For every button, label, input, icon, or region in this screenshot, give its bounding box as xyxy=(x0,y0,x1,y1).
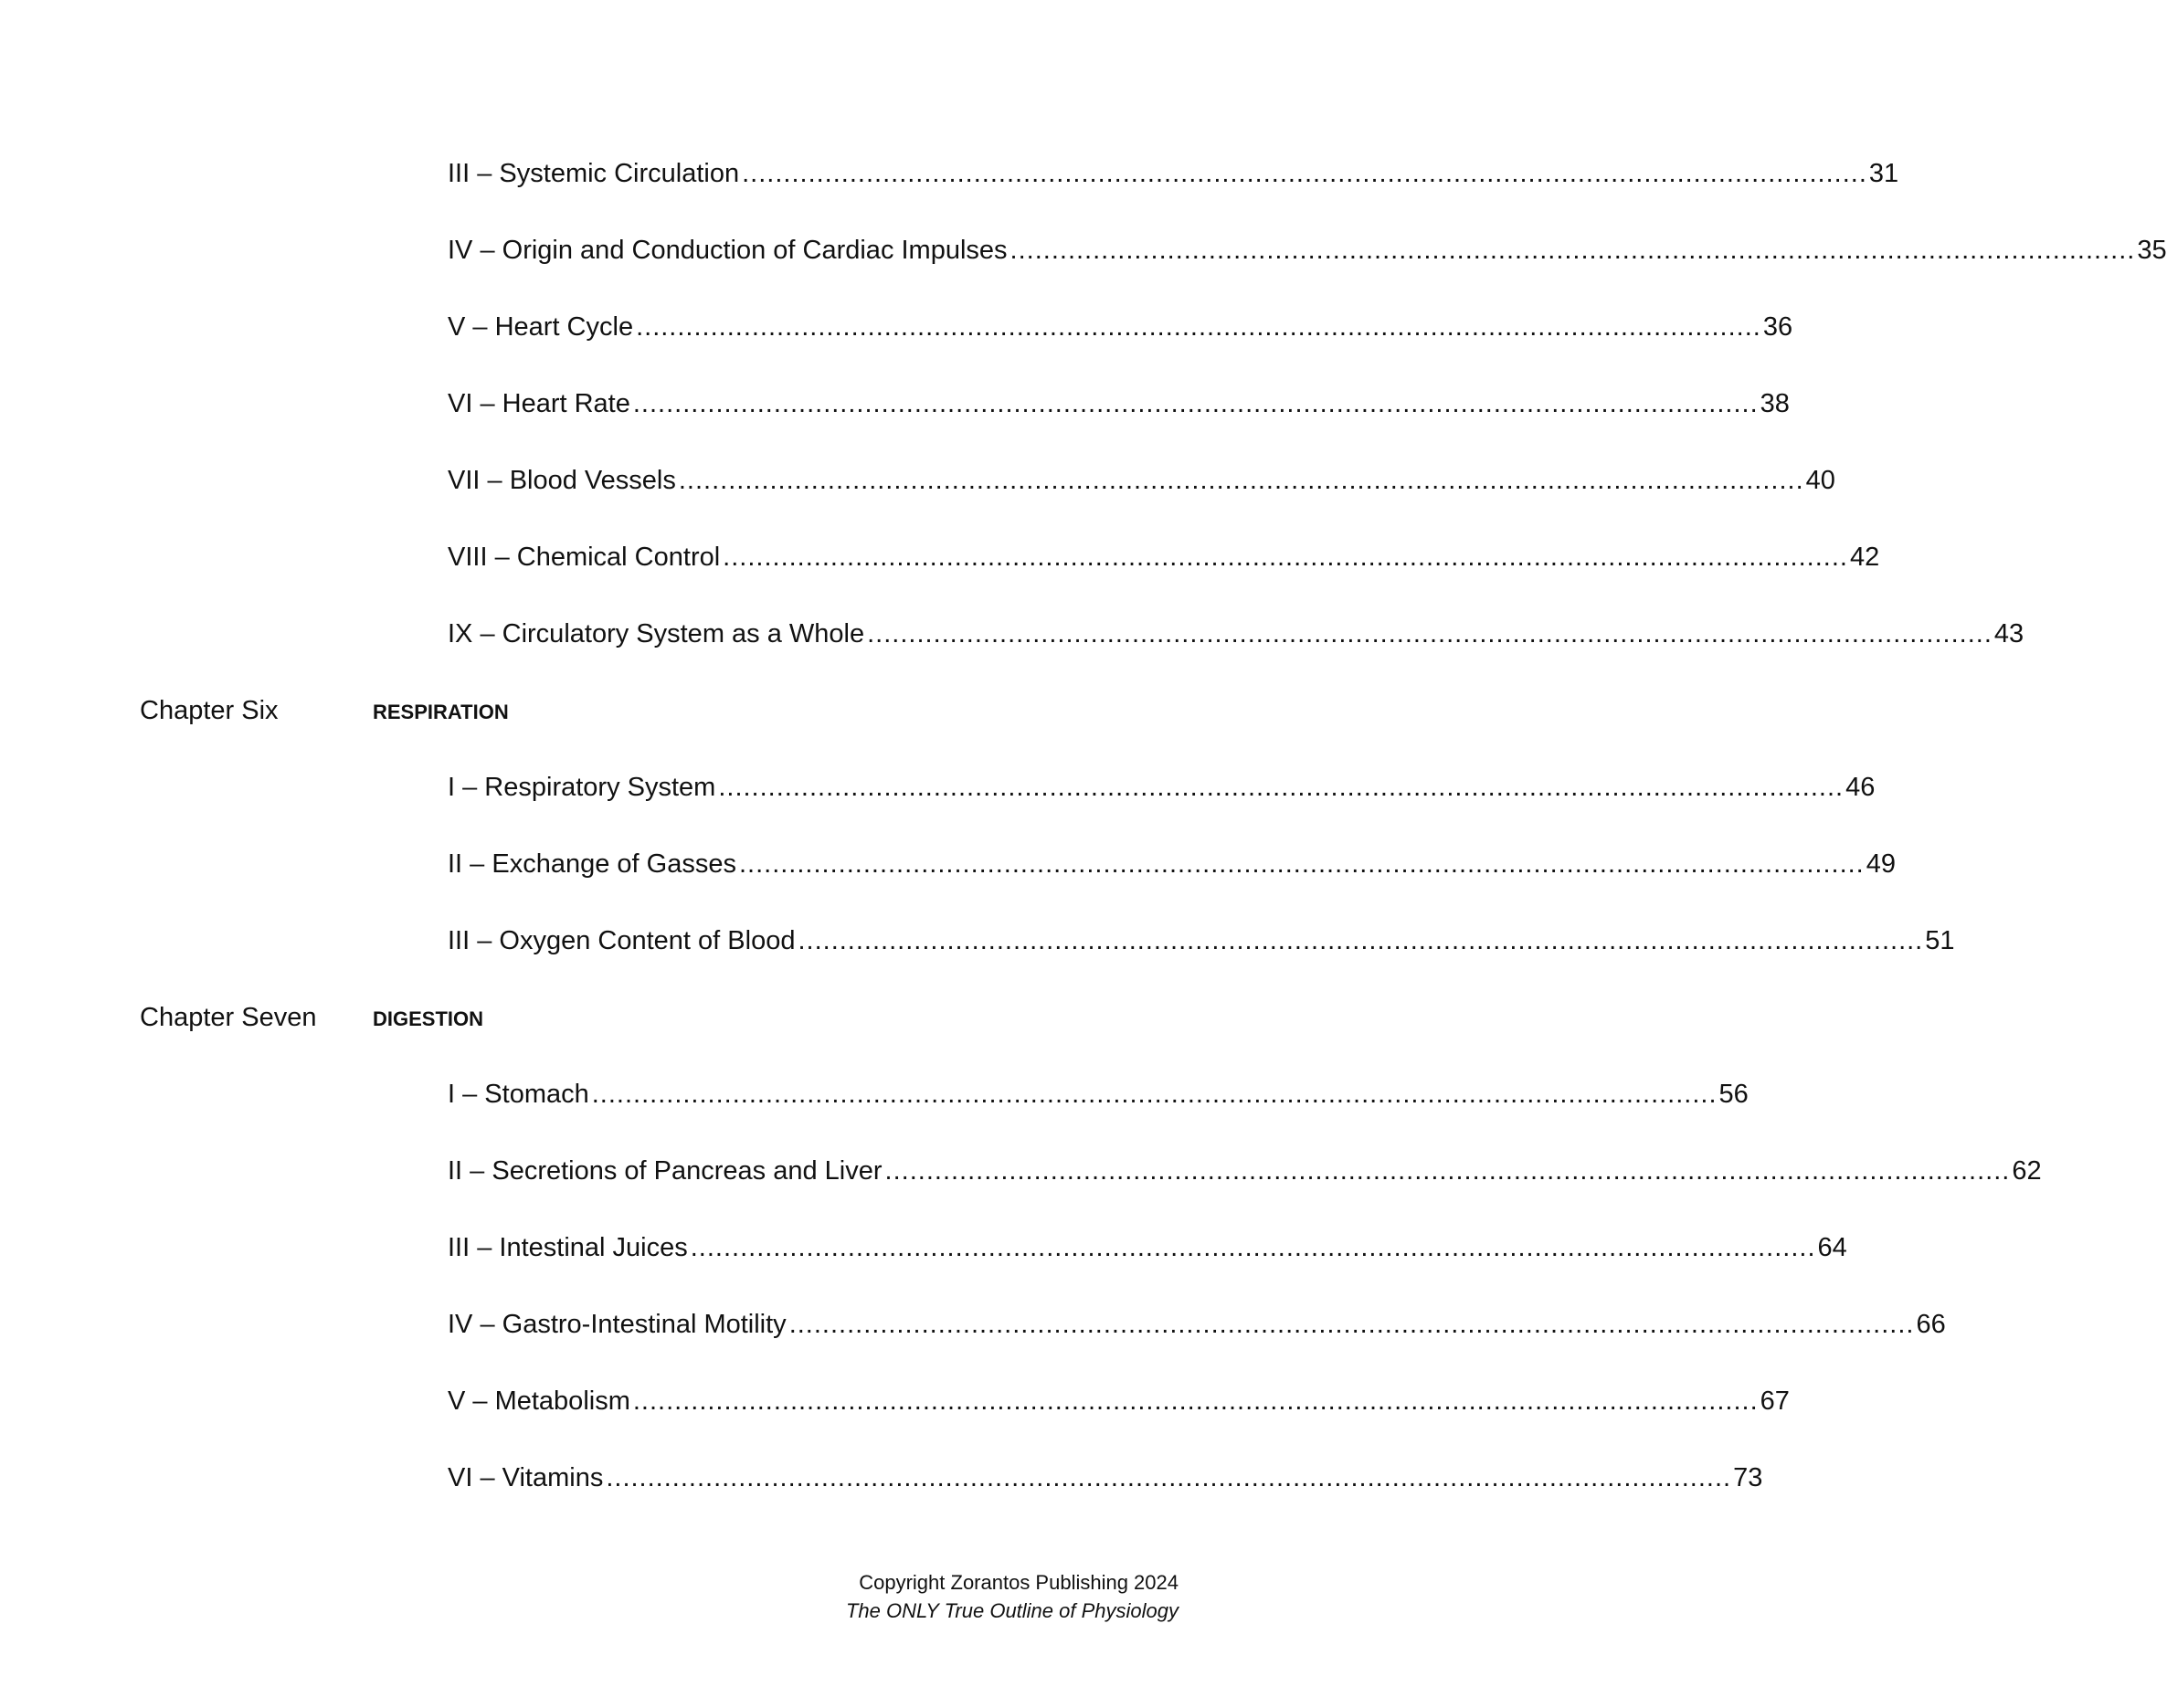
dot-leader: ........................................................................................................................................ xyxy=(1010,236,2136,265)
toc-entry-title: II – Secretions of Pancreas and Liver xyxy=(448,1156,883,1186)
toc-entry-page: 38 xyxy=(1760,389,1790,418)
dot-leader: ........................................................................................................................................ xyxy=(884,1156,2011,1186)
toc-entry-title: IX – Circulatory System as a Whole xyxy=(448,619,865,648)
dot-leader: ........................................................................................................................................ xyxy=(690,1233,1816,1262)
dot-leader: ........................................................................................................................................ xyxy=(788,1310,1915,1339)
chapter-heading: DIGESTION xyxy=(373,1007,484,1030)
toc-entry-page: 36 xyxy=(1762,312,1793,342)
dot-leader: ........................................................................................................................................ xyxy=(591,1080,1718,1109)
toc-entry-title: I – Stomach xyxy=(448,1080,589,1109)
dot-leader: ........................................................................................................................................ xyxy=(738,849,1865,879)
toc-entry-blood-vessels[interactable] xyxy=(448,462,1835,499)
chapter-label: Chapter Seven xyxy=(140,1003,317,1032)
toc-entry-title: IV – Origin and Conduction of Cardiac Impulses xyxy=(448,236,1008,265)
toc-entry-page: 31 xyxy=(1868,159,1899,188)
dot-leader: ........................................................................................................................................ xyxy=(718,773,1845,802)
toc-entry-title: VIII – Chemical Control xyxy=(448,543,721,572)
toc-entry-page: 40 xyxy=(1805,466,1835,495)
toc-entry-respiratory-system[interactable] xyxy=(448,769,1876,806)
toc-entry-page: 51 xyxy=(1925,926,1955,955)
toc-entry-title: III – Intestinal Juices xyxy=(448,1233,688,1262)
dot-leader: ........................................................................................................................................ xyxy=(632,1386,1759,1416)
toc-entry-stomach[interactable] xyxy=(448,1076,1749,1112)
toc-entry-title: V – Metabolism xyxy=(448,1386,630,1416)
book-title: The ONLY True Outline of Physiology xyxy=(845,1599,1179,1622)
toc-entry-page: 35 xyxy=(2137,236,2167,265)
toc-entry-title: I – Respiratory System xyxy=(448,773,716,802)
toc-entry-title: III – Oxygen Content of Blood xyxy=(448,926,796,955)
toc-entry-cardiac-impulses[interactable] xyxy=(448,232,2167,269)
toc-entry-heart-cycle[interactable] xyxy=(448,309,1793,345)
toc-entry-intestinal-juices[interactable] xyxy=(448,1229,1847,1266)
chapter-heading: RESPIRATION xyxy=(373,701,509,723)
toc-entry-page: 73 xyxy=(1733,1463,1763,1492)
toc-entry-page: 56 xyxy=(1718,1080,1749,1109)
toc-entry-gastro-motility[interactable] xyxy=(448,1306,1946,1343)
toc-entry-title: III – Systemic Circulation xyxy=(448,159,740,188)
toc-entry-pancreas-liver[interactable] xyxy=(448,1153,2042,1189)
toc-entry-circulatory-system[interactable] xyxy=(448,616,2024,652)
dot-leader: ........................................................................................................................................ xyxy=(636,312,1761,342)
toc-entry-page: 43 xyxy=(1993,619,2024,648)
dot-leader: ........................................................................................................................................ xyxy=(742,159,1867,188)
chapter-label: Chapter Six xyxy=(140,696,279,725)
toc-entry-metabolism[interactable] xyxy=(448,1383,1790,1419)
copyright-notice: Copyright Zorantos Publishing 2024 xyxy=(859,1571,1179,1594)
toc-entry-heart-rate[interactable] xyxy=(448,385,1790,422)
toc-entry-title: V – Heart Cycle xyxy=(448,312,634,342)
dot-leader: ........................................................................................................................................ xyxy=(632,389,1759,418)
toc-entry-page: 66 xyxy=(1916,1310,1946,1339)
toc-entry-exchange-of-gasses[interactable] xyxy=(448,846,1897,882)
dot-leader: ........................................................................................................................................ xyxy=(723,543,1848,572)
toc-entry-title: VI – Vitamins xyxy=(448,1463,604,1492)
toc-entry-page: 62 xyxy=(2012,1156,2042,1186)
toc-entry-title: II – Exchange of Gasses xyxy=(448,849,736,879)
toc-entry-systemic-circulation[interactable] xyxy=(448,155,1899,192)
toc-entry-page: 67 xyxy=(1760,1386,1790,1416)
toc-entry-page: 64 xyxy=(1817,1233,1847,1262)
dot-leader: ........................................................................................................................................ xyxy=(798,926,1924,955)
toc-entry-title: VII – Blood Vessels xyxy=(448,466,676,495)
toc-entry-vitamins[interactable] xyxy=(448,1460,1763,1496)
dot-leader: ........................................................................................................................................ xyxy=(678,466,1804,495)
toc-entry-page: 42 xyxy=(1849,543,1880,572)
toc-entry-chemical-control[interactable] xyxy=(448,539,1880,575)
toc-entry-page: 46 xyxy=(1845,773,1876,802)
toc-entry-title: IV – Gastro-Intestinal Motility xyxy=(448,1310,787,1339)
toc-entry-oxygen-content[interactable] xyxy=(448,923,1955,959)
dot-leader: ........................................................................................................................................ xyxy=(606,1463,1732,1492)
dot-leader: ........................................................................................................................................ xyxy=(867,619,1993,648)
page-footer xyxy=(846,1568,1179,1625)
toc-entry-page: 49 xyxy=(1866,849,1897,879)
toc-entry-title: VI – Heart Rate xyxy=(448,389,630,418)
